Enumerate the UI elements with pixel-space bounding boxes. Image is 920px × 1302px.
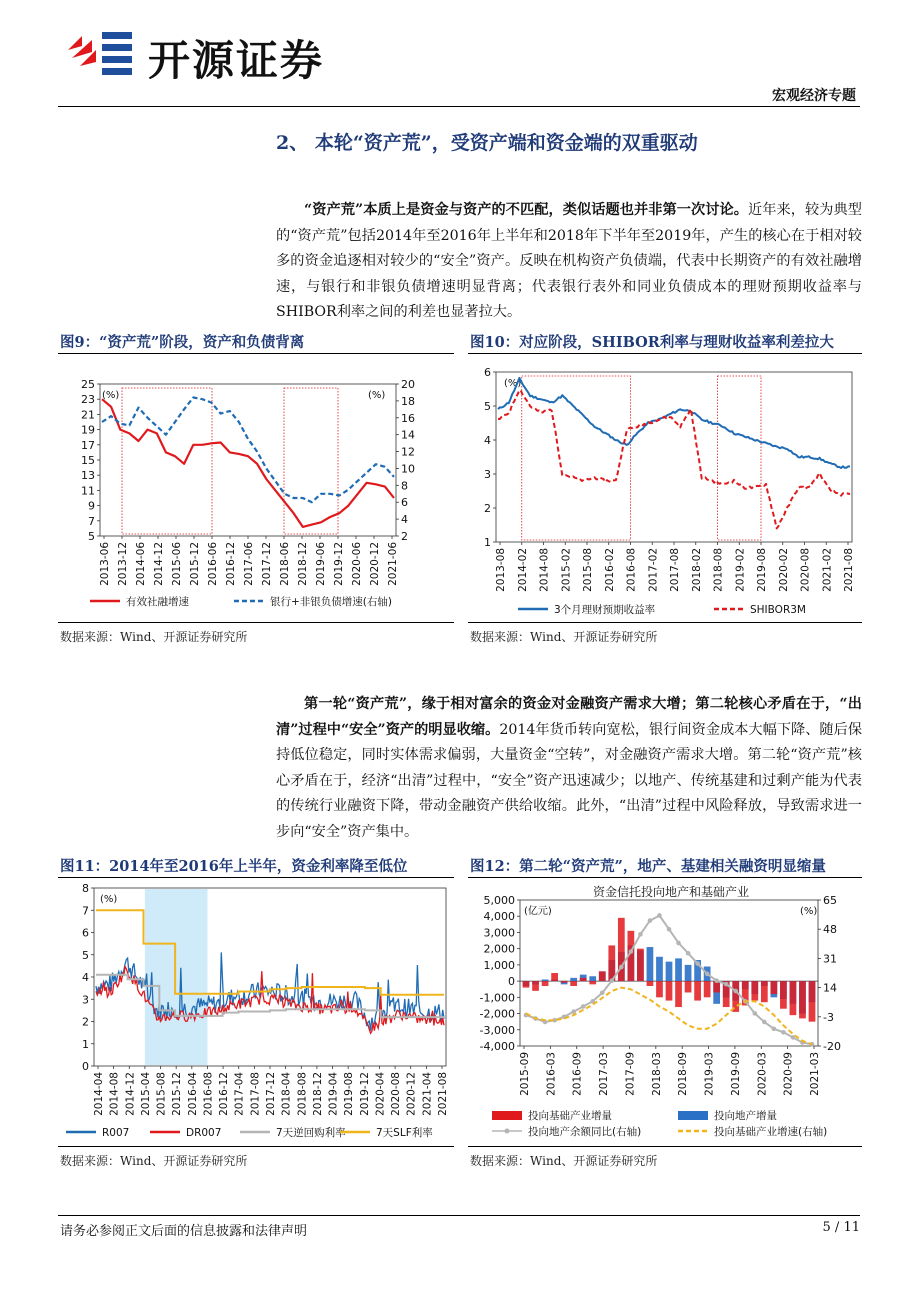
legend-swatch xyxy=(492,1111,522,1120)
y2-tick-label: 14 xyxy=(401,428,415,442)
y-axis-label: (%) xyxy=(100,894,118,905)
x-tick-label: 2014-04 xyxy=(93,1072,105,1116)
bar xyxy=(685,965,692,981)
legend-label: 3个月理财预期收益率 xyxy=(554,604,656,616)
x-tick-label: 2018-12 xyxy=(297,542,309,586)
fig11-title: 图11：2014年至2016年上半年，资金利率降至低位 xyxy=(60,858,408,875)
y-axis-label: (%) xyxy=(102,390,120,401)
bar xyxy=(694,981,701,1000)
series-marker xyxy=(705,972,710,977)
y-tick-label: 15 xyxy=(81,454,95,467)
bar xyxy=(780,981,787,1009)
bar xyxy=(647,947,654,981)
y-tick-label: 3 xyxy=(82,993,89,1007)
x-tick-label: 2020-12 xyxy=(405,1072,418,1116)
x-tick-label: 2021-08 xyxy=(437,1072,449,1116)
bar xyxy=(532,981,539,991)
header-rule xyxy=(58,106,860,107)
y2-tick-label: 12 xyxy=(401,445,415,459)
x-tick-label: 2021-04 xyxy=(421,1072,434,1116)
y2-tick-label: 18 xyxy=(401,394,415,408)
series-marker xyxy=(714,978,719,983)
paragraph-1-bold: “资产荒”本质上是资金与资产的不匹配，类似话题也并非第一次讨论。 xyxy=(304,202,749,218)
fig9-source-rule xyxy=(58,622,454,623)
y2-tick-label: -20 xyxy=(823,1040,841,1053)
x-tick-label: 2019-06 xyxy=(315,542,327,586)
y-tick-label: 3 xyxy=(484,468,491,481)
x-tick-label: 2017-08 xyxy=(249,1072,262,1116)
highlight-band xyxy=(145,889,208,1065)
bar xyxy=(637,949,644,981)
bar xyxy=(685,981,692,992)
x-tick-label: 2018-04 xyxy=(280,1072,293,1116)
x-tick-label: 2016-09 xyxy=(571,1052,584,1096)
series-line xyxy=(498,378,850,468)
logo-mark-icon xyxy=(62,22,142,82)
page-number: 5 / 11 xyxy=(822,1220,860,1235)
fig12-title-rule xyxy=(468,877,862,878)
fig11-chart xyxy=(58,882,458,1144)
y-tick-label: 5 xyxy=(88,530,95,543)
x-tick-label: 2015-06 xyxy=(171,542,183,586)
series-marker xyxy=(610,978,615,983)
fig9-title-rule xyxy=(58,353,454,354)
fig10-title-rule xyxy=(468,353,862,354)
legend-label: 有效社融增速 xyxy=(126,596,189,608)
y-tick-label: 1 xyxy=(484,536,491,549)
x-tick-label: 2020-02 xyxy=(777,548,790,592)
footer-disclaimer: 请务必参阅正文后面的信息披露和法律声明 xyxy=(60,1224,308,1239)
x-tick-label: 2015-08 xyxy=(155,1072,168,1116)
fig9-chart xyxy=(58,362,458,622)
footer-rule xyxy=(58,1215,860,1216)
bar xyxy=(589,976,596,981)
y2-tick-label: 65 xyxy=(823,894,837,907)
x-tick-label: 2019-12 xyxy=(333,542,345,586)
y-tick-label: 0 xyxy=(82,1060,89,1073)
y-tick-label: 5,000 xyxy=(483,894,515,907)
bar xyxy=(647,981,654,986)
bar xyxy=(561,981,568,983)
series-marker xyxy=(724,982,729,987)
y-tick-label: 6 xyxy=(484,366,491,379)
x-tick-label: 2017-09 xyxy=(624,1052,637,1096)
x-tick-label: 2014-12 xyxy=(153,542,165,586)
series-marker xyxy=(638,932,643,937)
fig12-source: 数据来源：Wind、开源证券研究所 xyxy=(470,1154,658,1168)
x-tick-label: 2015-12 xyxy=(189,542,201,586)
x-tick-label: 2018-02 xyxy=(690,548,703,592)
x-tick-label: 2016-03 xyxy=(545,1052,558,1096)
x-tick-label: 2019-03 xyxy=(703,1052,716,1096)
y-tick-label: 6 xyxy=(82,926,89,940)
y2-tick-label: 2 xyxy=(401,530,408,543)
bar xyxy=(656,957,663,981)
x-tick-label: 2014-08 xyxy=(108,1072,121,1116)
fig9-title: 图9：“资产荒”阶段，资产和负债背离 xyxy=(60,334,305,351)
series-marker xyxy=(600,990,605,995)
y-tick-label: -2,000 xyxy=(479,1007,515,1021)
series-line xyxy=(102,398,394,503)
bar xyxy=(675,981,682,1007)
x-tick-label: 2021-08 xyxy=(843,548,855,592)
legend-label: SHIBOR3M xyxy=(750,604,806,616)
fig12-chart xyxy=(466,882,862,1144)
x-tick-label: 2020-09 xyxy=(782,1052,795,1096)
y2-tick-label: 31 xyxy=(823,952,837,966)
bar xyxy=(751,981,758,1000)
plot-frame xyxy=(100,384,396,536)
x-tick-label: 2021-02 xyxy=(821,548,834,592)
y-tick-label: 8 xyxy=(82,882,89,895)
series-marker xyxy=(695,961,700,966)
y2-tick-label: 16 xyxy=(401,411,415,425)
y-tick-label: 2,000 xyxy=(483,942,515,956)
bar xyxy=(542,981,549,986)
section-tag: 宏观经济专题 xyxy=(772,88,856,104)
y-tick-label: 7 xyxy=(88,514,95,528)
series-marker xyxy=(686,951,691,956)
fig9-source: 数据来源：Wind、开源证券研究所 xyxy=(60,630,248,644)
y2-tick-label: 14 xyxy=(823,981,837,995)
y-tick-label: 2 xyxy=(82,1015,89,1029)
x-tick-label: 2021-03 xyxy=(809,1052,821,1096)
x-tick-label: 2020-04 xyxy=(374,1072,387,1116)
bar xyxy=(580,978,587,981)
fig10-chart xyxy=(466,362,862,622)
bar xyxy=(704,981,711,997)
y2-tick-label: 10 xyxy=(401,462,415,476)
y-tick-label: 5 xyxy=(82,948,89,962)
y-tick-label: 7 xyxy=(82,904,89,918)
series-marker xyxy=(581,1004,586,1009)
highlight-box xyxy=(522,376,631,540)
series-marker xyxy=(676,941,681,946)
series-marker xyxy=(772,1027,777,1032)
x-tick-label: 2019-08 xyxy=(756,548,768,592)
bar xyxy=(589,981,596,984)
fig10-title: 图10：对应阶段，SHIBOR利率与理财收益率利差拉大 xyxy=(470,334,834,351)
x-tick-label: 2020-03 xyxy=(756,1052,769,1096)
fig11-title-rule xyxy=(58,877,454,878)
legend-label: 7天SLF利率 xyxy=(376,1127,433,1139)
x-tick-label: 2013-06 xyxy=(99,542,111,586)
legend-label: 投向基础产业增速(右轴) xyxy=(714,1126,828,1138)
highlight-box xyxy=(718,376,762,540)
x-tick-label: 2017-03 xyxy=(598,1052,611,1096)
legend-label: 投向基础产业增量 xyxy=(528,1110,612,1122)
x-tick-label: 2018-12 xyxy=(311,1072,324,1116)
x-tick-label: 2017-12 xyxy=(261,542,273,586)
bar xyxy=(761,981,768,1002)
x-tick-label: 2018-08 xyxy=(296,1072,309,1116)
x-tick-label: 2020-08 xyxy=(799,548,812,592)
x-tick-label: 2018-06 xyxy=(279,542,291,586)
y2-tick-label: 48 xyxy=(823,923,837,937)
legend-label: DR007 xyxy=(186,1127,222,1139)
x-tick-label: 2015-09 xyxy=(519,1052,531,1096)
paragraph-1 xyxy=(276,198,862,326)
y-tick-label: 5 xyxy=(484,400,491,413)
series-marker xyxy=(629,949,634,954)
bar xyxy=(542,979,549,981)
y-tick-label: 19 xyxy=(81,423,95,437)
series-marker xyxy=(762,1020,767,1025)
y2-axis-label: (%) xyxy=(368,390,386,401)
bar xyxy=(809,981,816,1022)
y2-tick-label: 20 xyxy=(401,378,415,391)
x-tick-label: 2020-06 xyxy=(351,542,363,586)
series-line xyxy=(498,390,850,528)
y-tick-label: 21 xyxy=(81,408,95,422)
x-tick-label: 2015-02 xyxy=(560,548,573,592)
series-marker xyxy=(648,918,653,923)
legend-label: 投向地产余额同比(右轴) xyxy=(528,1126,642,1138)
y-tick-label: 13 xyxy=(81,469,95,483)
y-tick-label: 4 xyxy=(82,971,89,984)
x-tick-label: 2015-08 xyxy=(582,548,594,592)
legend-swatch-marker xyxy=(505,1129,510,1134)
x-tick-label: 2018-03 xyxy=(650,1052,663,1096)
brand-logo xyxy=(62,22,142,82)
brand-name: 开源证券 xyxy=(148,36,325,85)
bar xyxy=(790,981,797,1015)
fig10-source-rule xyxy=(468,622,862,623)
series-line xyxy=(102,399,394,527)
y2-tick-label: 4 xyxy=(401,513,408,527)
y2-tick-label: 8 xyxy=(401,479,408,493)
y-tick-label: 1,000 xyxy=(483,958,515,972)
series-marker xyxy=(753,1011,758,1016)
x-tick-label: 2018-08 xyxy=(712,548,725,592)
x-tick-label: 2016-02 xyxy=(603,548,616,592)
y-tick-label: 23 xyxy=(81,393,95,407)
y2-tick-label: -3 xyxy=(823,1010,834,1024)
x-tick-label: 2016-04 xyxy=(186,1072,199,1116)
x-tick-label: 2021-06 xyxy=(387,542,399,586)
x-tick-label: 2017-04 xyxy=(233,1072,246,1116)
fig10-source: 数据来源：Wind、开源证券研究所 xyxy=(470,630,658,644)
y-tick-label: 2 xyxy=(484,502,491,515)
x-tick-label: 2019-09 xyxy=(729,1052,742,1096)
x-tick-label: 2015-04 xyxy=(139,1072,152,1116)
x-tick-label: 2013-08 xyxy=(495,548,507,592)
y-axis-label: (亿元) xyxy=(524,906,552,917)
bar xyxy=(675,958,682,981)
y-axis-label: (%) xyxy=(504,378,522,389)
bar xyxy=(666,981,673,1000)
x-tick-label: 2016-08 xyxy=(625,548,638,592)
bar xyxy=(770,981,777,994)
section-title: 2、 本轮“资产荒”，受资产端和资金端的双重驱动 xyxy=(276,132,698,154)
y-tick-label: 3,000 xyxy=(483,926,515,940)
bar xyxy=(551,973,558,981)
legend-label: 银行+非银负债增速(右轴) xyxy=(270,596,392,608)
series-marker xyxy=(667,927,672,932)
x-tick-label: 2017-06 xyxy=(243,542,255,586)
y-tick-label: 9 xyxy=(88,499,95,513)
bar xyxy=(570,978,577,981)
x-tick-label: 2016-12 xyxy=(218,1072,231,1116)
y-tick-label: -1,000 xyxy=(479,991,515,1005)
bar xyxy=(599,971,606,981)
y-tick-label: 4,000 xyxy=(483,910,515,924)
x-tick-label: 2014-06 xyxy=(135,542,147,586)
fig12-source-rule xyxy=(468,1146,862,1147)
x-tick-label: 2020-08 xyxy=(390,1072,403,1116)
bar xyxy=(656,981,663,997)
series-marker xyxy=(733,989,738,994)
fig11-source: 数据来源：Wind、开源证券研究所 xyxy=(60,1154,248,1168)
x-tick-label: 2020-12 xyxy=(369,542,381,586)
legend-label: 投向地产增量 xyxy=(714,1110,777,1122)
paragraph-2 xyxy=(276,692,862,845)
y-tick-label: 11 xyxy=(81,484,95,498)
y-tick-label: 0 xyxy=(508,975,515,989)
x-tick-label: 2016-12 xyxy=(225,542,237,586)
y-tick-label: 4 xyxy=(484,434,491,447)
bar xyxy=(799,981,806,1018)
bar xyxy=(523,981,530,987)
paragraph-2-bold: 第一轮“资产荒”，缘于相对富余的资金对金融资产需求大增；第二轮核心矛盾在于，“出清”过程中“安全”资产的明显收缩。 xyxy=(276,696,862,738)
paragraph-1-text: 近年来，较为典型的“资产荒”包括2014年至2016年上半年和2018年下半年至2019年，产生的核心在于相对较多的资金追逐相对较少的“安全”资产。反映在机构资产负债端，代表中长期资产的有效社融增速，与银行和非银负债增速明显背离；代表银行表外和同业负债成本的理财预期收益率与SHIBOR利率之间的利差也显著拉大。 xyxy=(276,202,862,320)
x-tick-label: 2019-02 xyxy=(734,548,747,592)
y-tick-label: 25 xyxy=(81,378,95,391)
x-tick-label: 2018-09 xyxy=(677,1052,690,1096)
highlight-box xyxy=(122,388,212,534)
x-tick-label: 2014-08 xyxy=(538,548,551,592)
series-marker xyxy=(781,1030,786,1035)
fig12-title: 图12：第二轮“资产荒”，地产、基建相关融资明显缩量 xyxy=(470,858,826,875)
y2-axis-label: (%) xyxy=(800,906,818,917)
y-tick-label: 1 xyxy=(82,1037,89,1051)
legend-label: R007 xyxy=(102,1127,130,1139)
bar xyxy=(666,962,673,981)
series-marker xyxy=(619,965,624,970)
x-tick-label: 2017-02 xyxy=(647,548,660,592)
y-tick-label: -3,000 xyxy=(479,1023,515,1037)
x-tick-label: 2013-12 xyxy=(117,542,129,586)
x-tick-label: 2016-08 xyxy=(202,1072,215,1116)
x-tick-label: 2019-12 xyxy=(358,1072,371,1116)
x-tick-label: 2015-12 xyxy=(171,1072,184,1116)
y-tick-label: -4,000 xyxy=(479,1040,515,1053)
x-tick-label: 2014-12 xyxy=(124,1072,137,1116)
y2-tick-label: 6 xyxy=(401,496,408,510)
x-tick-label: 2017-08 xyxy=(669,548,681,592)
fig11-source-rule xyxy=(58,1146,454,1147)
legend-label: 7天逆回购利率 xyxy=(276,1127,346,1139)
x-tick-label: 2019-08 xyxy=(343,1072,356,1116)
series-marker xyxy=(657,913,662,918)
x-tick-label: 2019-04 xyxy=(327,1072,340,1116)
bar xyxy=(570,981,577,986)
y-tick-label: 17 xyxy=(81,438,95,452)
paragraph-2-text: 2014年货币转向宽松，银行间资金成本大幅下降、随后保持低位稳定，同时实体需求偏弱，大量资金“空转”，对金融资产需求大增。第二轮“资产荒”核心矛盾在于，经济“出清”过程中，“安全”资产迅速减少；以地产、传统基建和过剩产能为代表的传统行业融资下降，带动金融资产供给收缩。此外，“出清”过程中风险释放，导致需求进一步向“安全”资产集中。 xyxy=(276,721,863,840)
x-tick-label: 2016-06 xyxy=(207,542,219,586)
legend-swatch xyxy=(678,1111,708,1120)
chart-subtitle: 资金信托投向地产和基础产业 xyxy=(592,885,750,899)
x-tick-label: 2014-02 xyxy=(516,548,529,592)
x-tick-label: 2017-12 xyxy=(265,1072,277,1116)
